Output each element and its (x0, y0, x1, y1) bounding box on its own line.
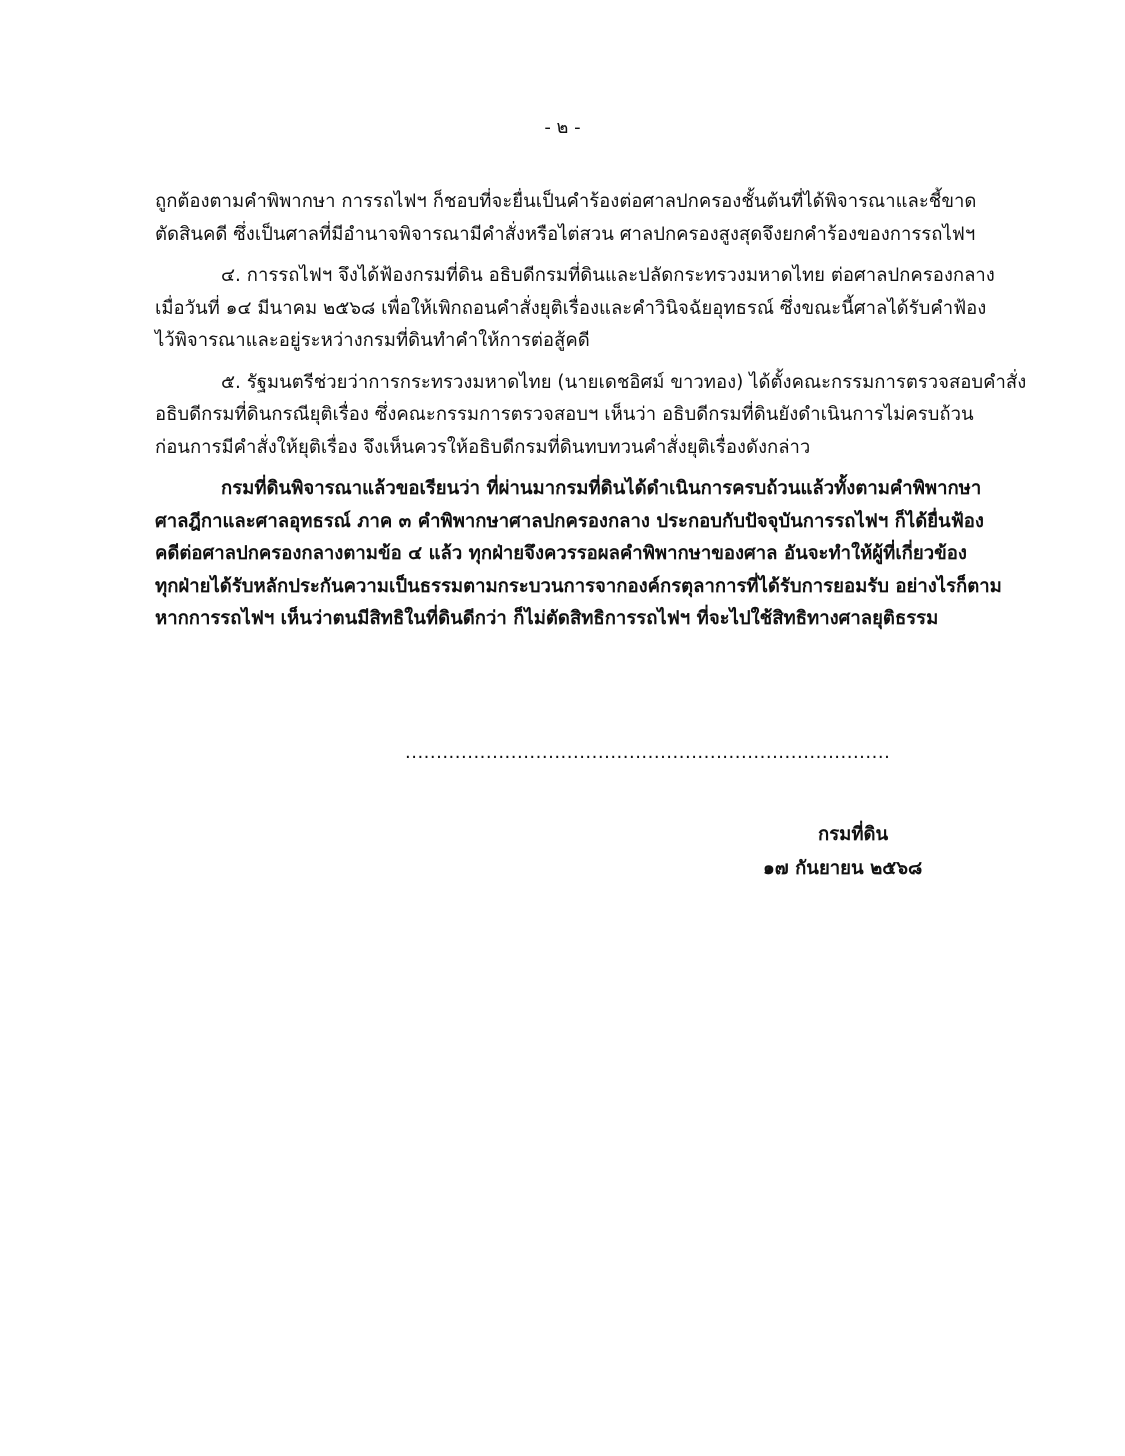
paragraph-conclusion (155, 473, 1023, 636)
document-body (155, 186, 1027, 645)
paragraph-line: คดีต่อศาลปกครองกลางตามข้อ ๔ แล้ว ทุกฝ่ายจึงควรรอผลคำพิพากษาของศาล อันจะทำให้ผู้ที่เกี่ยวข้อง (155, 543, 967, 564)
dotted-separator: .............................................................................. (405, 742, 891, 763)
paragraph-line: อธิบดีกรมที่ดินกรณียุติเรื่อง ซึ่งคณะกรรมการตรวจสอบฯ เห็นว่า อธิบดีกรมที่ดินยังดำเนินการไม่ครบถ้วน (155, 404, 974, 425)
paragraph-line: หากการรถไฟฯ เห็นว่าตนมีสิทธิในที่ดินดีกว่า ก็ไม่ตัดสิทธิการรถไฟฯ ที่จะไปใช้สิทธิทางศาลยุติธรรม (155, 608, 939, 629)
signature-date: ๑๗ กันยายน ๒๕๖๘ (763, 858, 923, 879)
paragraph-line: ตัดสินคดี ซึ่งเป็นศาลที่มีอำนาจพิจารณามีคำสั่งหรือไต่สวน ศาลปกครองสูงสุดจึงยกคำร้องของการรถไฟฯ (155, 223, 976, 245)
paragraph-continuation (155, 186, 1023, 251)
paragraph-item-4 (155, 260, 1023, 358)
paragraph-line: ไว้พิจารณาและอยู่ระหว่างกรมที่ดินทำคำให้การต่อสู้คดี (155, 330, 590, 351)
signature-organization: กรมที่ดิน (818, 824, 889, 845)
page-number: - ๒ - (544, 117, 581, 138)
paragraph-line: ทุกฝ่ายได้รับหลักประกันความเป็นธรรมตามกระบวนการจากองค์กรตุลาการที่ได้รับการยอมรับ อย่างไรก็ตาม (155, 575, 1002, 597)
paragraph-line: ถูกต้องตามคำพิพากษา การรถไฟฯ ก็ชอบที่จะยื่นเป็นคำร้องต่อศาลปกครองชั้นต้นที่ได้พิจารณาและชี้ขาด (155, 191, 977, 212)
paragraph-item-5 (155, 367, 1027, 465)
paragraph-line: ศาลฎีกาและศาลอุทธรณ์ ภาค ๓ คำพิพากษาศาลปกครองกลาง ประกอบกับปัจจุบันการรถไฟฯ ก็ได้ยื่นฟ้อง (155, 510, 984, 532)
paragraph-line: เมื่อวันที่ ๑๔ มีนาคม ๒๕๖๘ เพื่อให้เพิกถอนคำสั่งยุติเรื่องและคำวินิจฉัยอุทธรณ์ ซึ่งขณะนี้ศาลได้รับคำฟ้อง (155, 297, 987, 319)
paragraph-line: กรมที่ดินพิจารณาแล้วขอเรียนว่า ที่ผ่านมากรมที่ดินได้ดำเนินการครบถ้วนแล้วทั้งตามคำพิพากษา (221, 478, 982, 499)
paragraph-line: ๕. รัฐมนตรีช่วยว่าการกระทรวงมหาดไทย (นายเดชอิศม์ ขาวทอง) ได้ตั้งคณะกรรมการตรวจสอบคำสั่ง (221, 371, 1027, 393)
paragraph-line: ก่อนการมีคำสั่งให้ยุติเรื่อง จึงเห็นควรให้อธิบดีกรมที่ดินทบทวนคำสั่งยุติเรื่องดังกล่าว (155, 436, 811, 458)
signature-block (755, 818, 955, 886)
paragraph-line: ๔. การรถไฟฯ จึงได้ฟ้องกรมที่ดิน อธิบดีกรมที่ดินและปลัดกระทรวงมหาดไทย ต่อศาลปกครองกลาง (221, 265, 995, 286)
